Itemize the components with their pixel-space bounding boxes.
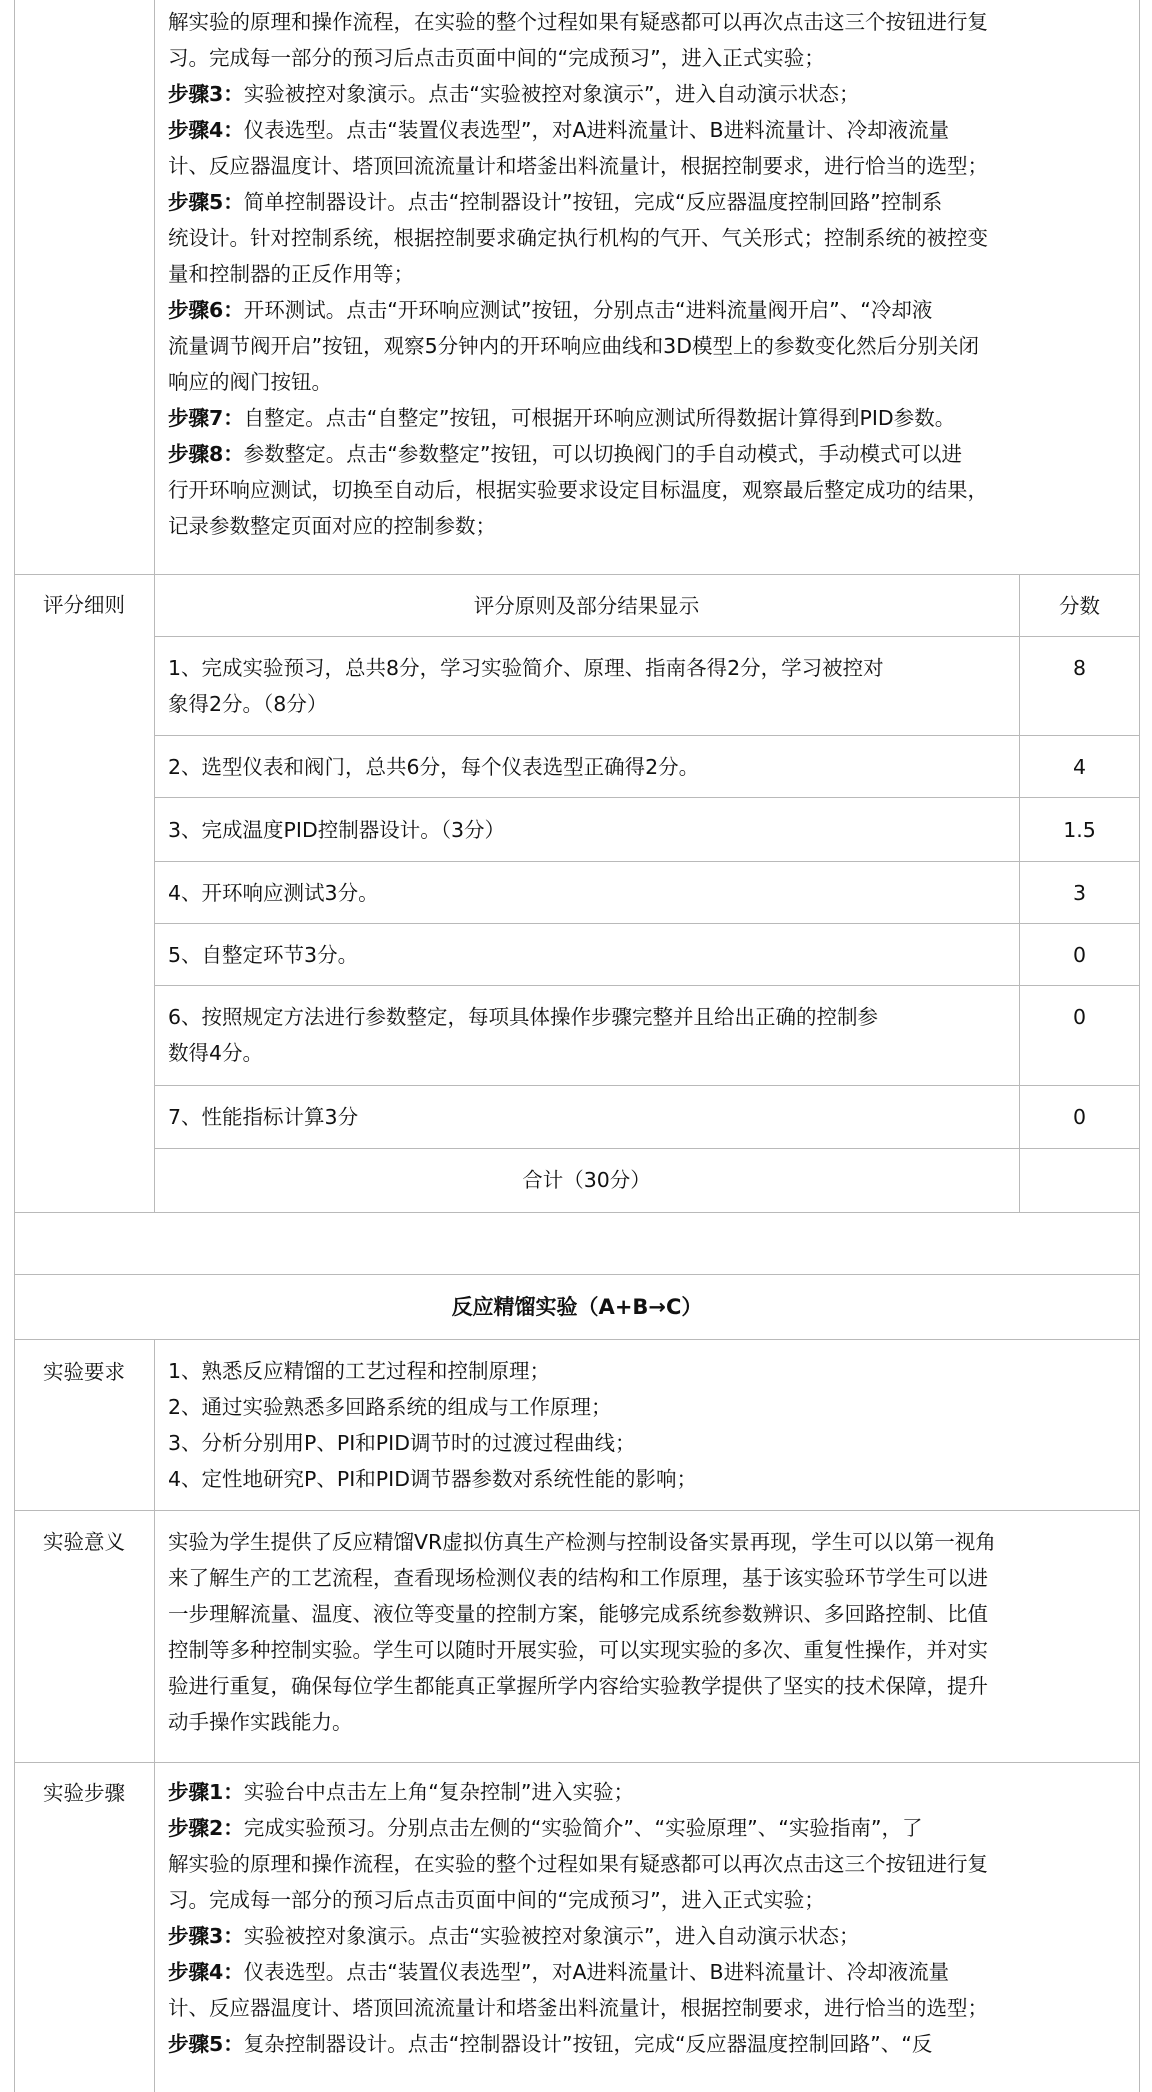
- step6-line-2: 流量调节阀开启”按钮，观察5分钟内的开环响应曲线和3D模型上的参数变化然后分别关闭: [168, 334, 979, 358]
- scoring-row-2: 2、选型仪表和阀门，总共6分，每个仪表选型正确得2分。: [168, 755, 700, 779]
- requirement-item: 2、通过实验熟悉多回路系统的组成与工作原理；: [168, 1395, 612, 1419]
- requirement-item: 4、定性地研究P、PI和PID调节器参数对系统性能的影响；: [168, 1467, 698, 1491]
- row-divider: [14, 1274, 1140, 1275]
- scoring-total: 合计（30分）: [522, 1168, 651, 1192]
- step8-line-1: 步骤8：参数整定。点击“参数整定”按钮，可以切换阀门的手自动模式，手动模式可以进: [168, 442, 963, 466]
- step5-line-2: 统设计。针对控制系统，根据控制要求确定执行机构的气开、气关形式；控制系统的被控变: [168, 226, 988, 250]
- top-steps-block: [168, 4, 1118, 544]
- row-divider: [154, 985, 1140, 986]
- label-column-divider: [154, 0, 155, 574]
- step4-line-2: 计、反应器温度计、塔顶回流流量计和塔釜出料流量计，根据控制要求，进行恰当的选型；: [168, 1996, 988, 2020]
- row-divider: [14, 574, 1140, 575]
- requirement-item: 1、熟悉反应精馏的工艺过程和控制原理；: [168, 1359, 551, 1383]
- step4-line-2: 计、反应器温度计、塔顶回流流量计和塔釜出料流量计，根据控制要求，进行恰当的选型；: [168, 154, 988, 178]
- scoring-row-3: 3、完成温度PID控制器设计。（3分）: [168, 818, 506, 842]
- scoring-row-4: 4、开环响应测试3分。: [168, 881, 379, 905]
- requirement-item: 3、分析分别用P、PI和PID调节时的过渡过程曲线；: [168, 1431, 636, 1455]
- step2-continued-line-1: 解实验的原理和操作流程，在实验的整个过程如果有疑惑都可以再次点击这三个按钮进行复: [168, 10, 988, 34]
- step2-line-3: 习。完成每一部分的预习后点击页面中间的“完成预习”，进入正式实验；: [168, 1888, 825, 1912]
- step5-line-1: 步骤5：复杂控制器设计。点击“控制器设计”按钮，完成“反应器温度控制回路”、“反: [168, 2032, 933, 2056]
- scoring-row-1: 1、完成实验预习，总共8分，学习实验简介、原理、指南各得2分，学习被控对 象得2分。（8分）: [168, 656, 884, 716]
- step8-label: 步骤8：: [168, 442, 244, 466]
- score-value-7: 0: [1072, 1105, 1087, 1129]
- score-value-6: 0: [1072, 1005, 1087, 1029]
- step7-label: 步骤7：: [168, 406, 244, 430]
- step6-line-1: 步骤6：开环测试。点击“开环响应测试”按钮，分别点击“进料流量阀开启”、“冷却液: [168, 298, 933, 322]
- row-divider: [154, 797, 1140, 798]
- score-value-5: 0: [1072, 943, 1087, 967]
- scoring-row-6: 6、按照规定方法进行参数整定，每项具体操作步骤完整并且给出正确的控制参 数得4分。: [168, 1005, 879, 1065]
- step8-line-2: 行开环响应测试，切换至自动后，根据实验要求设定目标温度，观察最后整定成功的结果，: [168, 478, 988, 502]
- label-column-divider: [154, 574, 155, 1212]
- step5-line-3: 量和控制器的正反作用等；: [168, 262, 414, 286]
- step3-label: 步骤3：: [168, 82, 244, 106]
- step4-line-1: 步骤4：仪表选型。点击“装置仪表选型”，对A进料流量计、B进料流量计、冷却液流量: [168, 1960, 950, 1984]
- scoring-row-5: 5、自整定环节3分。: [168, 943, 359, 967]
- step3-label: 步骤3：: [168, 1924, 244, 1948]
- steps-label: 实验步骤: [43, 1781, 125, 1805]
- row-divider: [154, 923, 1140, 924]
- step5-line-1: 步骤5：简单控制器设计。点击“控制器设计”按钮，完成“反应器温度控制回路”控制系: [168, 190, 943, 214]
- score-value-2: 4: [1072, 755, 1087, 779]
- step5-label: 步骤5：: [168, 190, 244, 214]
- step2-line-1: 步骤2：完成实验预习。分别点击左侧的“实验简介”、“实验原理”、“实验指南”，了: [168, 1816, 923, 1840]
- step5-label: 步骤5：: [168, 2032, 244, 2056]
- step4-label: 步骤4：: [168, 118, 244, 142]
- score-value-1: 8: [1072, 656, 1087, 680]
- steps-block: [168, 1774, 1118, 2062]
- step6-line-3: 响应的阀门按钮。: [168, 370, 332, 394]
- scoring-label: 评分细则: [43, 593, 125, 617]
- row-divider: [14, 1510, 1140, 1511]
- step1-line: 步骤1：实验台中点击左上角“复杂控制”进入实验；: [168, 1780, 635, 1804]
- score-value-4: 3: [1072, 881, 1087, 905]
- row-divider: [154, 636, 1140, 637]
- significance-label: 实验意义: [43, 1530, 125, 1554]
- section-title: 反应精馏实验（A+B→C）: [451, 1295, 703, 1319]
- step2-continued-line-2: 习。完成每一部分的预习后点击页面中间的“完成预习”，进入正式实验；: [168, 46, 825, 70]
- row-divider: [154, 1148, 1140, 1149]
- step4-line-1: 步骤4：仪表选型。点击“装置仪表选型”，对A进料流量计、B进料流量计、冷却液流量: [168, 118, 950, 142]
- score-header: 分数: [1059, 594, 1100, 618]
- step1-label: 步骤1：: [168, 1780, 244, 1804]
- row-divider: [14, 1762, 1140, 1763]
- label-column-divider: [154, 1339, 155, 2092]
- score-value-3: 1.5: [1063, 818, 1096, 842]
- step4-label: 步骤4：: [168, 1960, 244, 1984]
- step3-line: 步骤3：实验被控对象演示。点击“实验被控对象演示”，进入自动演示状态；: [168, 1924, 860, 1948]
- scoring-row-7: 7、性能指标计算3分: [168, 1105, 359, 1129]
- row-divider: [14, 1339, 1140, 1340]
- row-divider: [154, 1085, 1140, 1086]
- row-divider: [14, 1212, 1140, 1213]
- row-divider: [154, 861, 1140, 862]
- step6-label: 步骤6：: [168, 298, 244, 322]
- step7-line: 步骤7：自整定。点击“自整定”按钮，可根据开环响应测试所得数据计算得到PID参数。: [168, 406, 956, 430]
- requirements-list: [168, 1353, 1108, 1497]
- step3-line: 步骤3：实验被控对象演示。点击“实验被控对象演示”，进入自动演示状态；: [168, 82, 860, 106]
- step8-line-3: 记录参数整定页面对应的控制参数；: [168, 514, 496, 538]
- step2-line-2: 解实验的原理和操作流程，在实验的整个过程如果有疑惑都可以再次点击这三个按钮进行复: [168, 1852, 988, 1876]
- row-divider: [154, 735, 1140, 736]
- significance-paragraph: 实验为学生提供了反应精馏VR虚拟仿真生产检测与控制设备实景再现，学生可以以第一视角 来了解生产的工艺流程，查看现场检测仪表的结构和工作原理，基于该实验环节学生可以进 一步理解流量、温度、液位等变量的控制方案，能够完成系统参数辨识、多回路控制、比值 控制等多种控制实验。学生可以随时开展实验，可以实现实验的多次、重复性操作，并对实 验进行重复，确保每位学生都能真正掌握所学内容给实验教学提供了坚实的技术保障，提升 动手操作实践能力。: [168, 1530, 996, 1734]
- step2-label: 步骤2：: [168, 1816, 244, 1840]
- principle-header: 评分原则及部分结果显示: [473, 594, 700, 618]
- requirements-label: 实验要求: [43, 1360, 125, 1384]
